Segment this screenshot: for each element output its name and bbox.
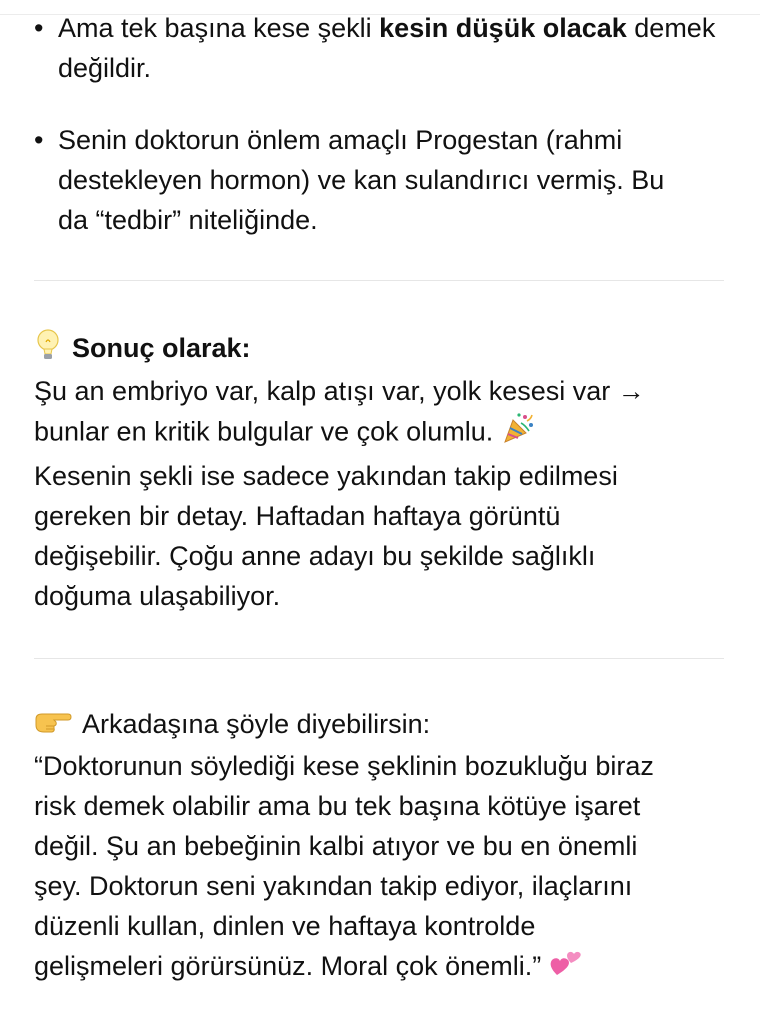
- bullet-list: [34, 8, 734, 272]
- bullet-item: [34, 120, 734, 240]
- conclusion-line: değişebilir. Çoğu anne adayı bu şekilde sağlıklı: [34, 541, 596, 572]
- party-popper-icon: [501, 411, 535, 456]
- conclusion-line-with-icon: [34, 411, 734, 456]
- bullet-line: Senin doktorun önlem amaçlı Progestan (rahmi: [58, 125, 623, 155]
- advice-line: şey. Doktorun seni yakından takip ediyor, ilaçlarını: [34, 870, 633, 901]
- conclusion-heading: Sonuç olarak:: [72, 333, 251, 363]
- bullet-dot: •: [34, 125, 44, 155]
- advice-section: [34, 704, 734, 988]
- advice-line: gelişmeleri görürsünüz. Moral çok önemli.”: [34, 950, 542, 981]
- section-divider: [34, 280, 724, 281]
- advice-heading-row: [34, 704, 734, 746]
- bullet-dot: •: [34, 13, 44, 43]
- section-divider: [34, 658, 724, 659]
- bullet-item: [34, 8, 734, 88]
- pointing-hand-icon: [34, 706, 72, 746]
- advice-line: düzenli kullan, dinlen ve haftaya kontrolde: [34, 910, 536, 941]
- conclusion-line: doğuma ulaşabiliyor.: [34, 581, 281, 612]
- conclusion-line: Şu an embriyo var, kalp atışı var, yolk kesesi var →: [34, 376, 645, 407]
- bullet-line: destekleyen hormon) ve kan sulandırıcı vermiş. Bu: [58, 165, 665, 195]
- advice-line: “Doktorunun söylediği kese şeklinin bozukluğu biraz: [34, 750, 654, 781]
- bullet-text-start: Ama tek başına kese şekli: [58, 13, 380, 43]
- lightbulb-icon: [34, 328, 62, 371]
- advice-line-with-icon: [34, 946, 734, 988]
- advice-line: risk demek olabilir ama bu tek başına kötüye işaret: [34, 790, 641, 821]
- conclusion-line: Kesenin şekli ise sadece yakından takip edilmesi: [34, 461, 618, 492]
- advice-line: değil. Şu an bebeğinin kalbi atıyor ve bu en önemli: [34, 830, 638, 861]
- advice-heading: Arkadaşına şöyle diyebilirsin:: [82, 709, 431, 739]
- two-hearts-icon: [549, 947, 583, 988]
- bullet-text-end: demek değildir.: [58, 13, 716, 83]
- bullet-text-bold: kesin düşük olacak: [379, 13, 627, 43]
- conclusion-section: [34, 328, 734, 616]
- bullet-line: da “tedbir” niteliğinde.: [58, 205, 318, 235]
- conclusion-line: gereken bir detay. Haftadan haftaya görüntü: [34, 501, 561, 532]
- conclusion-line: bunlar en kritik bulgular ve çok olumlu.: [34, 417, 494, 447]
- conclusion-heading-row: [34, 328, 734, 371]
